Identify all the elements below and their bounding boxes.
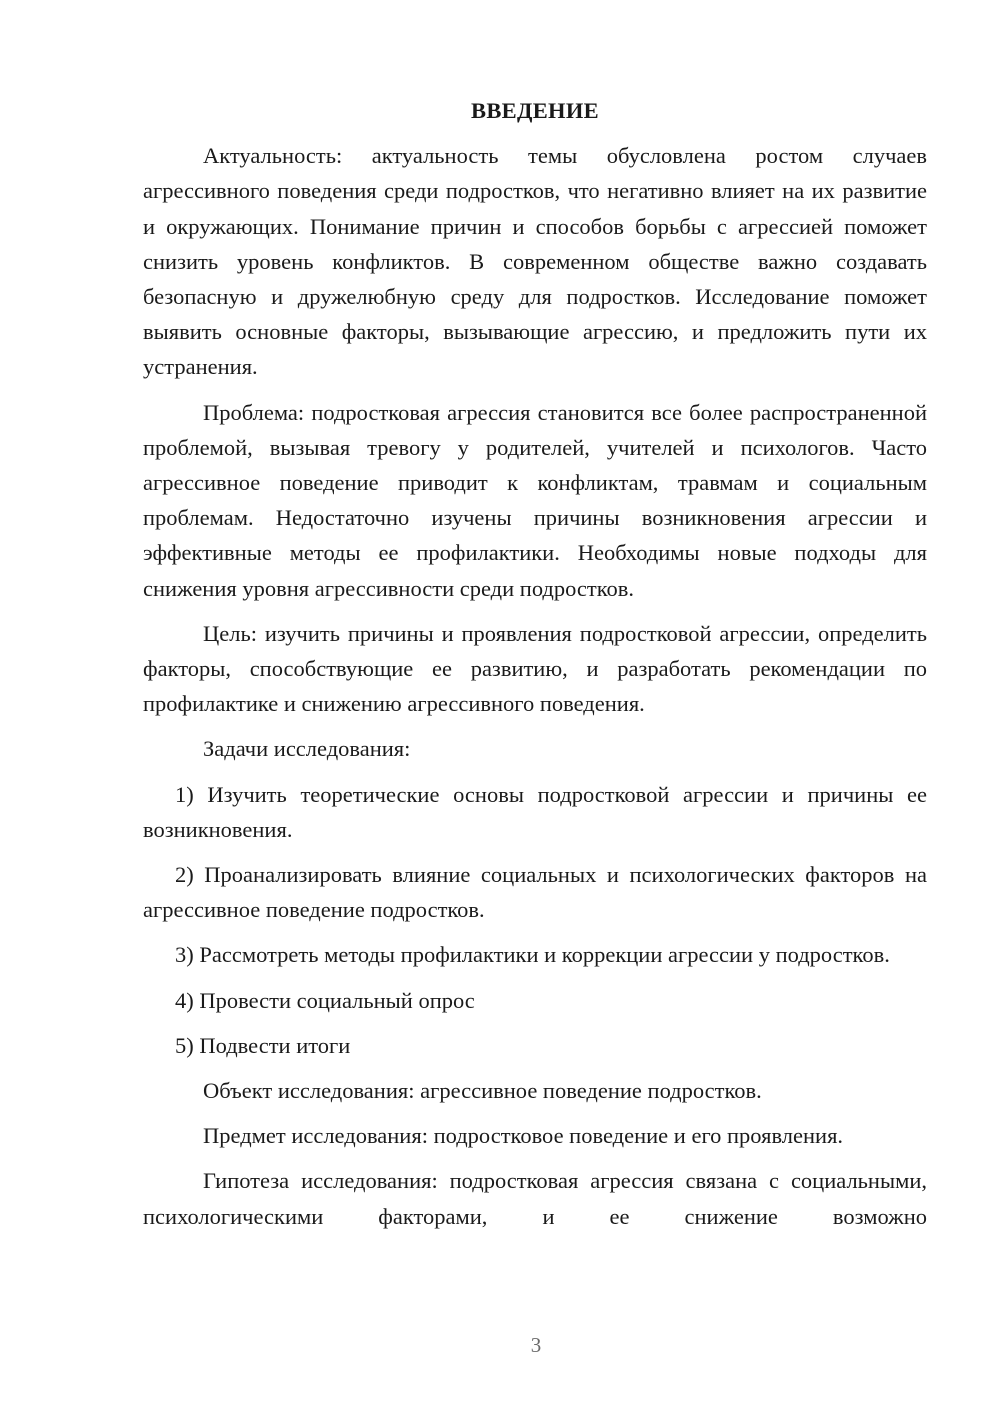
task-item: 3) Рассмотреть методы профилактики и коррекции агрессии у подростков. xyxy=(175,942,890,968)
task-item: 2) Проанализировать влияние социальных и психологических факторов на агрессивное поведение подростков. xyxy=(143,862,927,923)
relevance-paragraph: Актуальность: актуальность темы обусловлена ростом случаев агрессивного поведения среди подростков, что негативно влияет на их развитие и окружающих. Понимание причин и способов борьбы с агрессией поможет снизить уровень конфликтов. В современном обществе важно создавать безопасную и дружелюбную среду для подростков. Исследование поможет выявить основные факторы, вызывающие агрессию, и предложить пути их устранения. xyxy=(143,143,927,380)
research-subject: Предмет исследования: подростковое поведение и его проявления. xyxy=(203,1123,844,1149)
page-number: 3 xyxy=(530,1333,542,1357)
research-hypothesis: Гипотеза исследования: подростковая агрессия связана с социальными, психологическими факторами, и ее снижение возможно xyxy=(143,1168,927,1229)
document-body xyxy=(143,93,927,1244)
task-item: 5) Подвести итоги xyxy=(175,1032,351,1058)
tasks-heading: Задачи исследования: xyxy=(203,736,411,762)
goal-paragraph: Цель: изучить причины и проявления подростковой агрессии, определить факторы, способствующие ее развитию, и разработать рекомендации по профилактике и снижению агрессивного поведения. xyxy=(143,620,927,717)
research-object: Объект исследования: агрессивное поведение подростков. xyxy=(203,1078,762,1104)
problem-paragraph: Проблема: подростковая агрессия становится все более распространенной проблемой, вызывая тревогу у родителей, учителей и психологов. Часто агрессивное поведение приводит к конфликтам, травмам и социальным проблемам. Недостаточно изучены причины возникновения агрессии и эффективные методы ее профилактики. Необходимы новые подходы для снижения уровня агрессивности среди подростков. xyxy=(143,399,927,601)
task-item: 4) Провести социальный опрос xyxy=(175,987,475,1013)
section-title: ВВЕДЕНИЕ xyxy=(471,98,599,123)
task-item: 1) Изучить теоретические основы подростковой агрессии и причины ее возникновения. xyxy=(143,781,927,842)
